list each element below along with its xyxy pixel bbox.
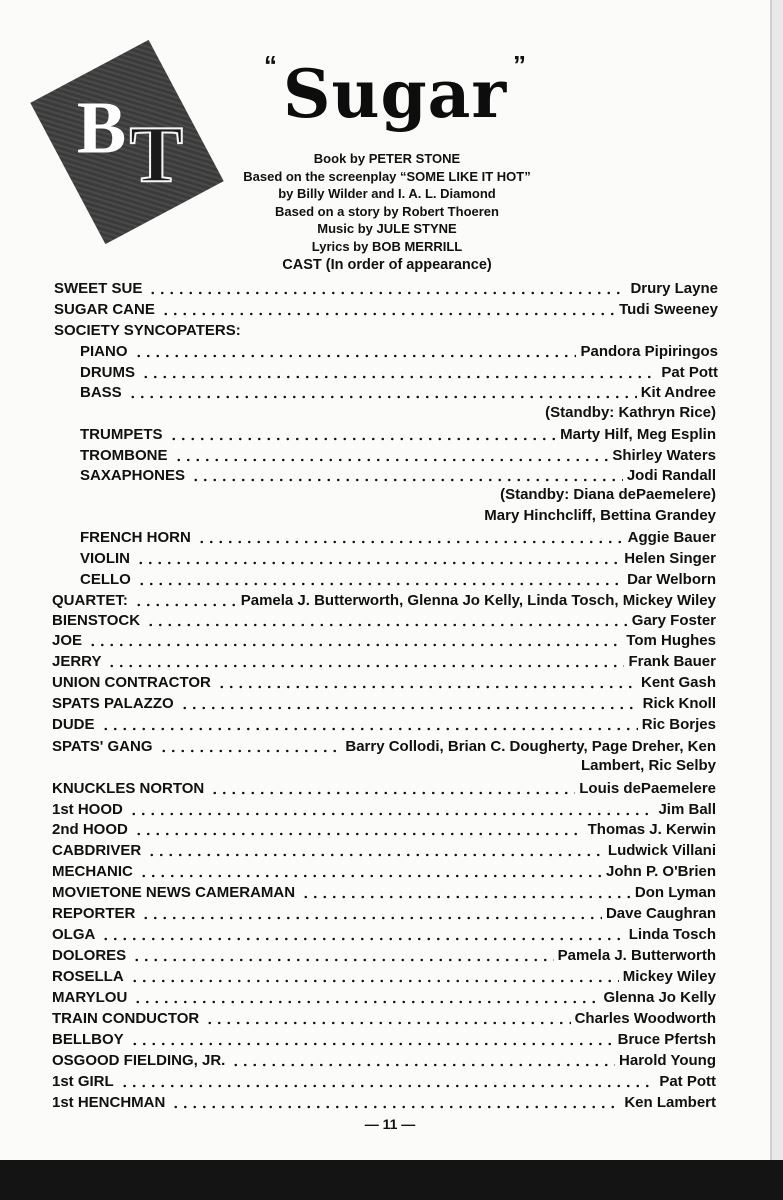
cast-actor: Tom Hughes [626, 632, 716, 649]
cast-role: 1st HOOD [52, 801, 123, 818]
cast-heading: CAST (In order of appearance) [282, 257, 492, 273]
cast-role: MOVIETONE NEWS CAMERAMAN [52, 884, 296, 901]
cast-row [80, 424, 716, 444]
cast-actor: Frank Bauer [628, 653, 716, 670]
cast-row [52, 590, 716, 610]
cast-actor: Ken Lambert [624, 1094, 716, 1111]
cast-role: OSGOOD FIELDING, JR. [52, 1052, 226, 1069]
credit-line: by Billy Wilder and I. A. L. Diamond [278, 186, 496, 202]
cast-row [52, 799, 716, 819]
cast-row [52, 861, 716, 881]
credit-line: Music by JULE STYNE [317, 221, 457, 237]
cast-actor: Tudi Sweeney [619, 301, 718, 318]
cast-role: SPATS' GANG [52, 738, 153, 755]
cast-actor: Drury Layne [630, 280, 718, 297]
cast-role: TRUMPETS [80, 426, 163, 443]
cast-actor: Don Lyman [634, 884, 716, 901]
dot-leader [137, 582, 623, 586]
title-open-quote: “ [264, 50, 277, 80]
dot-leader [129, 812, 655, 816]
cast-row [52, 903, 716, 923]
cast-actor: Marty Hilf, Meg Esplin [560, 426, 716, 443]
cast-row [52, 819, 716, 839]
cast-role: BIENSTOCK [52, 612, 141, 629]
dot-leader [159, 749, 342, 753]
cast-role: MECHANIC [52, 863, 133, 880]
cast-role: DRUMS [80, 364, 135, 381]
cast-continuation: (Standby: Diana dePaemelere) [500, 486, 716, 503]
show-title [264, 50, 526, 134]
dot-leader [101, 727, 638, 731]
dot-leader [141, 916, 602, 920]
cast-role: BELLBOY [52, 1031, 124, 1048]
cast-role: DOLORES [52, 947, 127, 964]
cast-actor: Pat Pott [659, 1073, 716, 1090]
cast-row [80, 527, 716, 547]
cast-row [52, 966, 716, 986]
dot-leader [136, 561, 620, 565]
cast-row [80, 341, 718, 361]
title-text: Sugar [282, 55, 508, 133]
dot-leader [133, 1000, 599, 1004]
cast-actor: Pandora Pipiringos [580, 343, 718, 360]
cast-role: TROMBONE [80, 447, 168, 464]
cast-actor: Mickey Wiley [622, 968, 716, 985]
cast-row [54, 278, 718, 298]
cast-role: CELLO [80, 571, 131, 588]
dot-leader [174, 458, 609, 462]
cast-actor: Harold Young [619, 1052, 716, 1069]
cast-role: SOCIETY SYNCOPATERS: [54, 322, 241, 339]
cast-row [52, 651, 716, 671]
cast-row [52, 630, 716, 650]
dot-leader [139, 874, 602, 878]
title-close-quote: ” [513, 50, 526, 80]
cast-actor: Louis dePaemelere [579, 780, 716, 797]
cast-role: SWEET SUE [54, 280, 143, 297]
cast-role: PIANO [80, 343, 128, 360]
cast-role: UNION CONTRACTOR [52, 674, 211, 691]
cast-role: 2nd HOOD [52, 821, 128, 838]
dot-leader [217, 685, 637, 689]
dot-leader [130, 1042, 614, 1046]
cast-actor: Rick Knoll [642, 695, 716, 712]
credits-block [200, 150, 574, 256]
cast-actor: Pat Pott [661, 364, 718, 381]
cast-row [52, 736, 716, 756]
cast-continuation: (Standby: Kathryn Rice) [545, 404, 716, 421]
dot-leader [88, 643, 622, 647]
dot-leader [101, 937, 624, 941]
logo-letter-t: T [129, 110, 184, 199]
cast-row [52, 1050, 716, 1070]
cast-row [52, 1071, 716, 1091]
dot-leader [128, 395, 637, 399]
cast-role: 1st GIRL [52, 1073, 114, 1090]
cast-role: TRAIN CONDUCTOR [52, 1010, 200, 1027]
cast-actor: Pamela J. Butterworth [557, 947, 716, 964]
cast-role: DUDE [52, 716, 95, 733]
cast-actor: Ric Borjes [641, 716, 716, 733]
dot-leader [231, 1063, 615, 1067]
cast-role: JOE [52, 632, 83, 649]
cast-row [80, 569, 716, 589]
cast-row [52, 882, 716, 902]
cast-actor: Linda Tosch [628, 926, 716, 943]
cast-actor: Helen Singer [624, 550, 716, 567]
cast-role: VIOLIN [80, 550, 131, 567]
cast-actor: Dar Welborn [627, 571, 716, 588]
cast-role: BASS [80, 384, 122, 401]
cast-row [52, 610, 716, 630]
cast-actor: Pamela J. Butterworth, Glenna Jo Kelly, Linda Tosch, Mickey Wiley [240, 592, 716, 609]
credit-line: Based on the screenplay “SOME LIKE IT HOT” [243, 168, 531, 184]
cast-actor: Kent Gash [640, 674, 716, 691]
dot-leader [120, 1084, 656, 1088]
cast-row [80, 548, 716, 568]
cast-row [80, 382, 716, 402]
dot-leader [130, 979, 619, 983]
cast-row [52, 840, 716, 860]
cast-row [52, 672, 716, 692]
cast-row [54, 299, 718, 319]
page-number: — 11 — [364, 1116, 416, 1132]
dot-leader [301, 895, 631, 899]
dot-leader [191, 478, 623, 482]
cast-row [52, 1092, 716, 1112]
dot-leader [161, 312, 615, 316]
cast-row [52, 693, 716, 713]
cast-role: REPORTER [52, 905, 136, 922]
cast-role: 1st HENCHMAN [52, 1094, 166, 1111]
cast-actor: Barry Collodi, Brian C. Dougherty, Page Dreher, Ken [345, 738, 716, 755]
dot-leader [169, 437, 557, 441]
cast-role: SPATS PALAZZO [52, 695, 174, 712]
cast-actor: Thomas J. Kerwin [587, 821, 716, 838]
cast-row [52, 987, 716, 1007]
cast-row [52, 778, 716, 798]
cast-actor: Shirley Waters [612, 447, 716, 464]
cast-role: FRENCH HORN [80, 529, 191, 546]
dot-leader [132, 958, 553, 962]
page-edge [772, 0, 783, 1160]
cast-role: MARYLOU [52, 989, 128, 1006]
scan-background [0, 1160, 783, 1200]
cast-actor: Dave Caughran [605, 905, 716, 922]
cast-actor: Charles Woodworth [574, 1010, 716, 1027]
cast-actor: Aggie Bauer [627, 529, 716, 546]
cast-role: QUARTET: [52, 592, 128, 609]
dot-leader [171, 1105, 620, 1109]
cast-row [54, 320, 241, 340]
cast-role: KNUCKLES NORTON [52, 780, 205, 797]
cast-row [80, 465, 716, 485]
cast-row [52, 1008, 716, 1028]
dot-leader [107, 664, 624, 668]
cast-continuation: Mary Hinchcliff, Bettina Grandey [484, 507, 716, 524]
dot-leader [134, 354, 577, 358]
cast-row [52, 714, 716, 734]
cast-role: OLGA [52, 926, 96, 943]
dot-leader [205, 1021, 570, 1025]
dot-leader [148, 291, 626, 295]
cast-actor: John P. O'Brien [606, 863, 716, 880]
cast-row [52, 945, 716, 965]
cast-actor: Jim Ball [658, 801, 716, 818]
cast-actor: Ludwick Villani [607, 842, 716, 859]
dot-leader [134, 603, 237, 607]
dot-leader [146, 623, 628, 627]
cast-role: SUGAR CANE [54, 301, 155, 318]
cast-continuation: Lambert, Ric Selby [580, 757, 716, 774]
credit-line: Based on a story by Robert Thoeren [275, 203, 499, 219]
cast-actor: Jodi Randall [626, 467, 716, 484]
dot-leader [180, 706, 639, 710]
cast-actor: Glenna Jo Kelly [603, 989, 716, 1006]
cast-row [80, 362, 718, 382]
dot-leader [197, 540, 624, 544]
credit-line: Book by PETER STONE [313, 151, 461, 166]
dot-leader [210, 791, 575, 795]
cast-role: ROSELLA [52, 968, 124, 985]
cast-actor: Gary Foster [631, 612, 716, 629]
cast-actor: Bruce Pfertsh [617, 1031, 716, 1048]
logo-letter-b: B [76, 87, 127, 170]
bt-logo [30, 40, 223, 244]
cast-row [52, 924, 716, 944]
cast-row [52, 1029, 716, 1049]
cast-actor: Kit Andree [640, 384, 716, 401]
credit-line: Lyrics by BOB MERRILL [311, 238, 463, 254]
cast-row [80, 445, 716, 465]
cast-role: CABDRIVER [52, 842, 142, 859]
cast-role: JERRY [52, 653, 102, 670]
cast-role: SAXAPHONES [80, 467, 186, 484]
dot-leader [134, 832, 584, 836]
dot-leader [147, 853, 604, 857]
dot-leader [141, 375, 657, 379]
